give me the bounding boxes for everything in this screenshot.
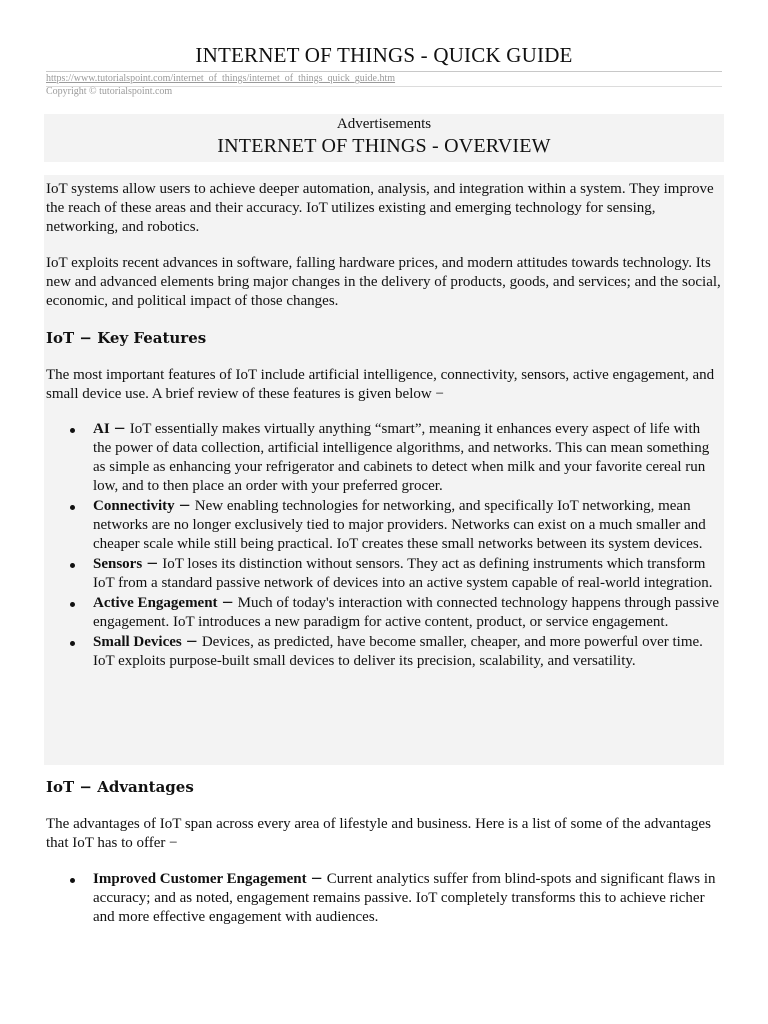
list-item-connectivity: [46, 496, 722, 554]
term-description: IoT loses its distinction without sensors. They act as defining instruments which transform IoT from a standard passive network of devices into an active system capable of real-world integration.: [93, 556, 713, 591]
term-description: Current analytics suffer from blind-spots and significant flaws in accuracy; and as noted, engagement remains passive. IoT completely transforms this to achieve richer and more effective engagement with audiences.: [93, 871, 716, 925]
overview-paragraph-2: IoT exploits recent advances in software, falling hardware prices, and modern attitudes towards technology. Its new and advanced elements bring major changes in the delivery of products, goods, and services; and the social, economic, and political impact of those changes.: [46, 255, 721, 309]
heading-key-features: IoT − Key Features: [46, 329, 207, 347]
dash-separator: −: [310, 869, 323, 887]
source-url-link[interactable]: https://www.tutorialspoint.com/internet_of_things/internet_of_things_quick_guide.htm: [46, 73, 396, 84]
title-divider: [46, 71, 722, 72]
advantages-intro: The advantages of IoT span across every area of lifestyle and business. Here is a list of some of the advantages that IoT has to offer −: [46, 816, 711, 851]
term-label: Active Engagement: [93, 595, 218, 611]
list-item-customer-engagement: [46, 869, 722, 927]
bullet-icon: [70, 602, 75, 607]
heading-advantages: IoT − Advantages: [46, 778, 194, 796]
list-item-small-devices: [46, 632, 722, 671]
term-label: Sensors: [93, 556, 143, 572]
dash-separator: −: [113, 419, 126, 437]
bullet-icon: [70, 641, 75, 646]
dash-separator: −: [178, 496, 191, 514]
section-title-overview: INTERNET OF THINGS - OVERVIEW: [217, 135, 551, 157]
dash-separator: −: [221, 593, 234, 611]
list-item-sensors: [46, 554, 722, 593]
page-title: INTERNET OF THINGS - QUICK GUIDE: [195, 43, 573, 67]
advertisements-label: Advertisements: [336, 116, 432, 132]
term-description: IoT essentially makes virtually anything “smart”, meaning it enhances every aspect of life with the power of data collection, artificial intelligence algorithms, and networks. This can mean something as simple as enhancing your refrigerator and cabinets to detect when milk and your favorite cereal run low, and to then place an order with your preferred grocer.: [93, 421, 710, 494]
key-features-intro: The most important features of IoT include artificial intelligence, connectivity, sensors, active engagement, and small device use. A brief review of these features is given below −: [46, 367, 715, 402]
bullet-icon: [70, 563, 75, 568]
bullet-icon: [70, 878, 75, 883]
bullet-icon: [70, 428, 75, 433]
bullet-icon: [70, 505, 75, 510]
list-item-ai: [46, 419, 722, 496]
term-label: AI: [93, 421, 110, 437]
term-description: Devices, as predicted, have become smaller, cheaper, and more powerful over time. IoT exploits purpose-built small devices to deliver its precision, scalability, and versatility.: [93, 634, 703, 669]
advantages-list: [46, 869, 722, 927]
term-label: Improved Customer Engagement: [93, 871, 307, 887]
overview-paragraph-1: IoT systems allow users to achieve deeper automation, analysis, and integration within a system. They improve the reach of these areas and their accuracy. IoT utilizes existing and emerging technology for sensing, networking, and robotics.: [46, 181, 714, 235]
term-description: New enabling technologies for networking, and specifically IoT networking, mean networks are no longer exclusively tied to major providers. Networks can exist on a much smaller and cheaper scale while still being practical. IoT creates these small networks between its system devices.: [93, 498, 706, 552]
copyright-text: Copyright © tutorialspoint.com: [46, 86, 173, 97]
key-features-list: [46, 419, 722, 671]
dash-separator: −: [145, 554, 159, 572]
list-item-active-engagement: [46, 593, 722, 632]
term-label: Small Devices: [93, 634, 182, 650]
dash-separator: −: [185, 632, 199, 650]
term-description: Much of today's interaction with connected technology happens through passive engagement. IoT introduces a new paradigm for active content, product, or service engagement.: [93, 595, 719, 630]
term-label: Connectivity: [93, 498, 175, 514]
